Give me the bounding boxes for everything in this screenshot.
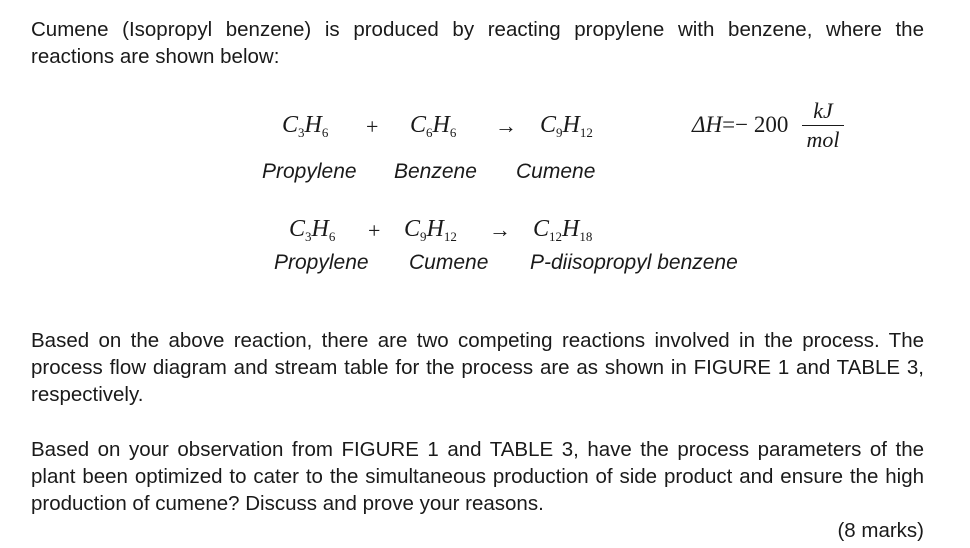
reaction2-plus: + [368,218,381,243]
reaction1-product-formula: $C_9H_{12}$ [540,112,593,140]
unit-numerator: kJ [813,98,833,123]
marks-label: (8 marks) [837,519,924,542]
reaction1-reactant1-formula: $C_3H_6$ [282,112,329,140]
context-paragraph: Based on the above reaction, there are two competing reactions involved in the process. The process flow diagram and stream table for the process are as shown in FIGURE 1 and TABLE 3, respectively. [31,329,924,406]
question-paragraph: Based on your observation from FIGURE 1 and TABLE 3, have the process parameters of the plant been optimized to cater to the simultaneous production of side product and ensure the high production of cumene? Discuss and prove your reasons. [31,438,924,515]
reaction2-label-product: P-diisopropyl benzene [530,251,738,274]
intro-paragraph: Cumene (Isopropyl benzene) is produced by reacting propylene with benzene, where the reactions are shown below: [31,18,924,68]
reaction2-product-formula: $C_{12}H_{18}$ [533,216,593,244]
reaction1-arrow: → [495,113,517,138]
reaction1-label-reactant2: Benzene [394,160,477,183]
enthalpy-change: ΔH=− 200 [692,112,789,137]
enthalpy-unit-fraction [802,98,844,153]
reaction2-arrow: → [489,217,511,242]
reaction2-reactant1-formula: $C_3H_6$ [289,216,336,244]
unit-denominator: mol [806,127,840,152]
reaction2-reactant2-formula: $C_9H_{12}$ [404,216,457,244]
reaction2-label-reactant2: Cumene [409,251,489,274]
reaction1-label-reactant1: Propylene [262,160,357,183]
reaction1-plus: + [366,114,379,139]
reaction2-label-reactant1: Propylene [274,251,369,274]
reaction1-label-product: Cumene [516,160,596,183]
fraction-bar [802,125,844,126]
reaction1-reactant2-formula: $C_6H_6$ [410,112,457,140]
